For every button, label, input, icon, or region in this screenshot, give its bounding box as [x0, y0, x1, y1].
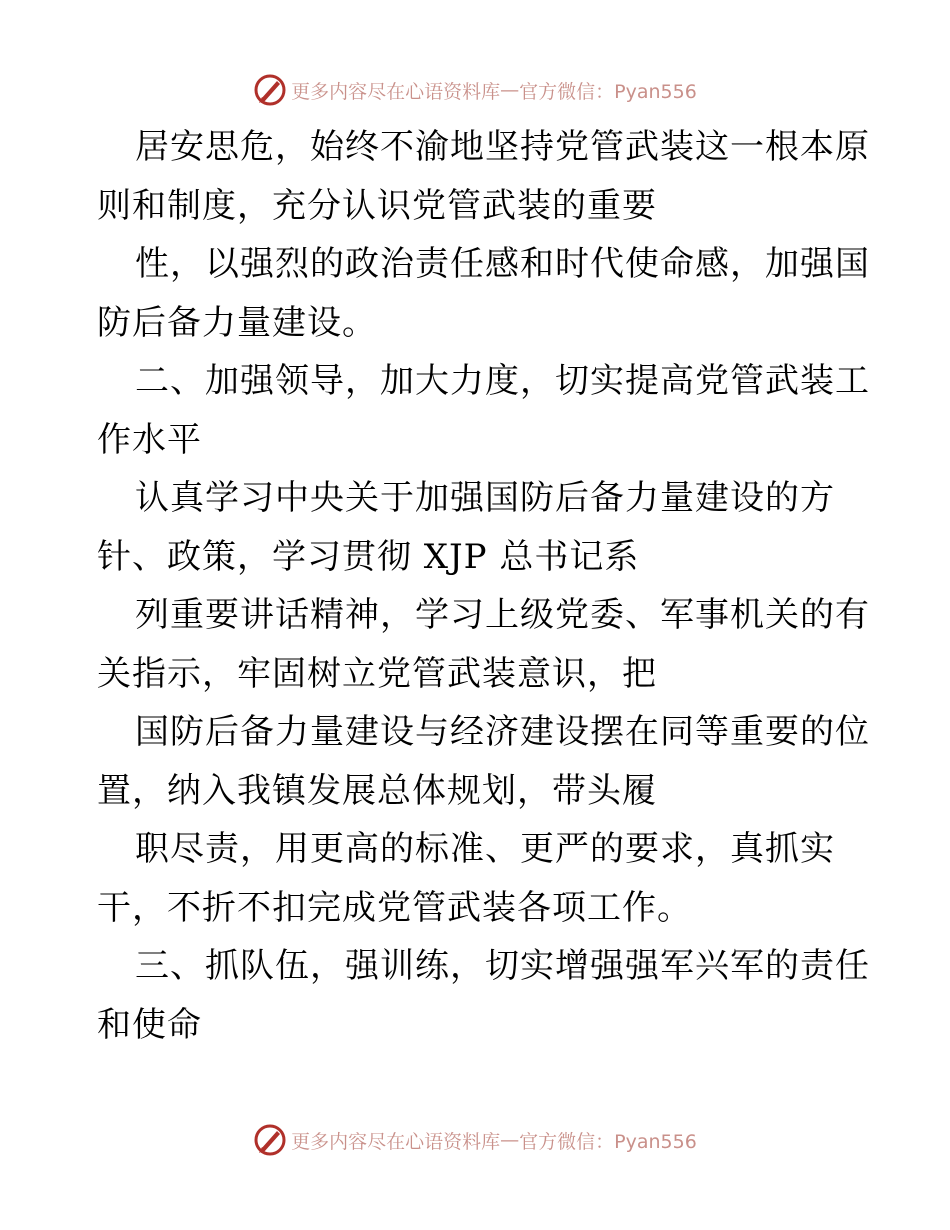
watermark-main-text: 更多内容尽在心语资料库 [291, 80, 501, 103]
text-line: 作水平 [97, 419, 202, 460]
pen-logo-icon [253, 73, 287, 107]
text-line: 列重要讲话精神，学习上级党委、军事机关的有 [135, 595, 870, 635]
text-line: 居安思危，始终不渝地坚持党管武装这一根本原 [135, 127, 870, 167]
watermark-contact-text: 官方微信：Pyan556 [519, 80, 697, 103]
text-line: 认真学习中央关于加强国防后备力量建设的方 [135, 478, 835, 518]
text-line: 性，以强烈的政治责任感和时代使命感，加强国 [135, 244, 870, 284]
text-line: 三、抓队伍，强训练，切实增强强军兴军的责任 [135, 946, 870, 986]
watermark-dash: — [500, 79, 520, 101]
document-body [97, 118, 870, 1054]
pen-logo-icon [253, 1123, 287, 1157]
text-line: 则和制度，充分认识党管武装的重要 [97, 185, 657, 226]
watermark-dash: — [500, 1129, 520, 1151]
text-line: 置，纳入我镇发展总体规划，带头履 [97, 770, 657, 811]
header-watermark [0, 70, 950, 110]
text-line: 针、政策，学习贯彻 XJP 总书记系 [97, 536, 640, 577]
text-line: 国防后备力量建设与经济建设摆在同等重要的位 [135, 712, 870, 752]
text-line: 关指示，牢固树立党管武装意识，把 [97, 653, 657, 694]
watermark-contact-text: 官方微信：Pyan556 [519, 1130, 697, 1153]
text-line: 职尽责，用更高的标准、更严的要求，真抓实 [135, 829, 835, 869]
text-line: 二、加强领导，加大力度，切实提高党管武装工 [135, 361, 870, 401]
watermark-main-text: 更多内容尽在心语资料库 [291, 1130, 501, 1153]
text-line: 防后备力量建设。 [97, 302, 377, 343]
text-line: 和使命 [97, 1004, 202, 1045]
text-line: 干，不折不扣完成党管武装各项工作。 [97, 887, 692, 928]
footer-watermark [0, 1120, 950, 1160]
